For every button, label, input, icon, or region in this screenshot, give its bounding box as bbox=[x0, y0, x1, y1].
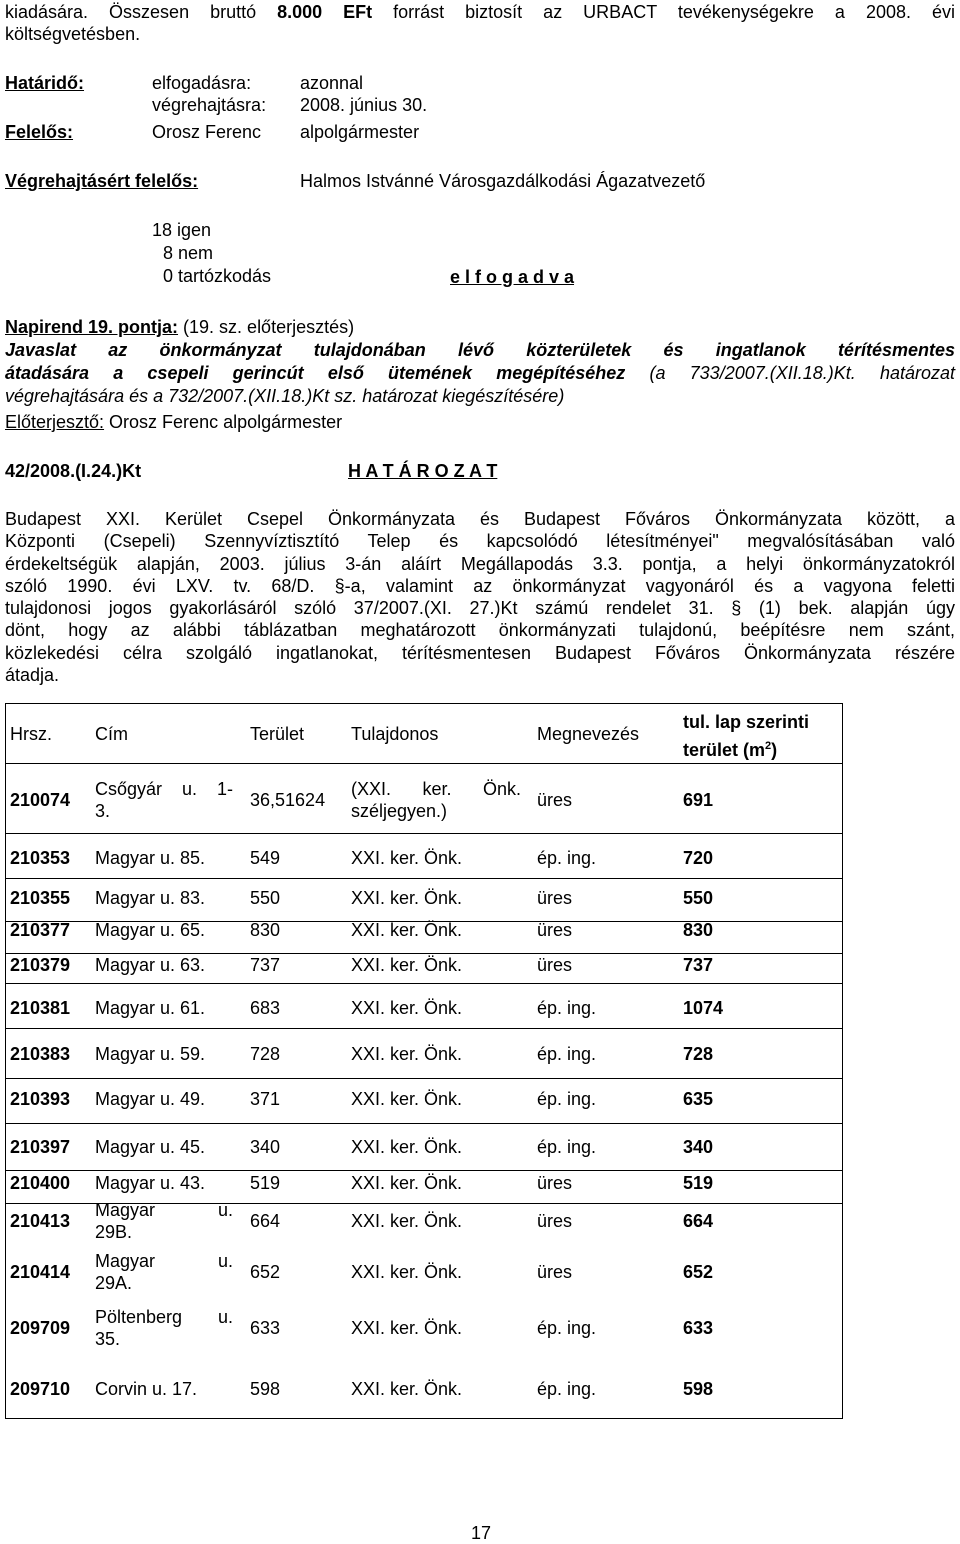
cell-tulajdonos: XXI. ker. Önk. bbox=[351, 1318, 463, 1338]
cell-megnevezes: ép. ing. bbox=[537, 1137, 597, 1157]
cell-megnevezes: ép. ing. bbox=[537, 1318, 597, 1338]
table-row bbox=[5, 1171, 843, 1195]
cell-hrsz: 210413 bbox=[10, 1211, 71, 1231]
property-table bbox=[5, 703, 843, 1419]
cell-cim: Magyar u. 43. bbox=[95, 1173, 206, 1193]
agenda-title-line-2 bbox=[5, 362, 955, 384]
intro-line-1 bbox=[5, 1, 955, 23]
cell-hrsz: 210355 bbox=[10, 888, 71, 908]
cell-terulet: 664 bbox=[250, 1211, 281, 1231]
table-rule bbox=[5, 833, 843, 834]
table-row bbox=[5, 1124, 843, 1170]
resolution-title: H A T Á R O Z A T bbox=[348, 461, 498, 481]
header-area-text: terület (m bbox=[683, 740, 766, 760]
agenda-title-line-2-bold: átadására a csepeli gerincút első ütemének megépítéséhez bbox=[5, 363, 626, 383]
cell-terulet: 519 bbox=[250, 1173, 281, 1193]
cell-megnevezes: üres bbox=[537, 1173, 573, 1193]
body-line-6: dönt, hogy az alábbi táblázatban meghatározott önkormányzati tulajdonú, beépítésre nem szánt, bbox=[5, 620, 955, 641]
executor-label: Végrehajtásért felelős: bbox=[5, 171, 199, 191]
header-tulajdonos: Tulajdonos bbox=[351, 724, 439, 744]
responsible-title: alpolgármester bbox=[300, 122, 420, 142]
table-row bbox=[5, 1248, 843, 1296]
cell-megnevezes: ép. ing. bbox=[537, 1379, 597, 1399]
agenda-title-line-2-ref: (a 733/2007.(XII.18.)Kt. határozat bbox=[625, 363, 955, 383]
cell-megnevezes: ép. ing. bbox=[537, 1089, 597, 1109]
intro-line-2: költségvetésben. bbox=[5, 24, 141, 44]
deadline-exec-label: végrehajtásra: bbox=[152, 95, 267, 115]
cell-cim bbox=[95, 1250, 233, 1294]
cell-terulet: 36,51624 bbox=[250, 790, 326, 810]
cell-cim: Magyar u. 85. bbox=[95, 848, 206, 868]
cell-tulajdonos: XXI. ker. Önk. bbox=[351, 1089, 463, 1109]
body-line-8: átadja. bbox=[5, 665, 60, 686]
cell-area: 720 bbox=[683, 848, 714, 868]
vote-no-text: 8 nem bbox=[163, 243, 214, 263]
cell-megnevezes: üres bbox=[537, 920, 573, 940]
cell-tulajdonos: XXI. ker. Önk. bbox=[351, 955, 463, 975]
cell-megnevezes: üres bbox=[537, 888, 573, 908]
header-area-line-1: tul. lap szerinti bbox=[683, 712, 810, 732]
cell-tulajdonos: XXI. ker. Önk. bbox=[351, 848, 463, 868]
cell-area: 633 bbox=[683, 1318, 714, 1338]
header-area-sup: 2 bbox=[765, 740, 772, 752]
cell-cim-line: Magyar u. bbox=[95, 1251, 233, 1271]
cell-hrsz: 210400 bbox=[10, 1173, 71, 1193]
body-line-2: Központi (Csepeli) Szennyvíztisztító Telep és kapcsolódó létesítményei" megvalósításában való bbox=[5, 531, 955, 552]
cell-cim: Corvin u. 17. bbox=[95, 1379, 198, 1399]
cell-tulajdonos: XXI. ker. Önk. bbox=[351, 888, 463, 908]
cell-hrsz: 210377 bbox=[10, 920, 71, 940]
vote-result: e l f o g a d v a bbox=[450, 267, 575, 287]
cell-area: 830 bbox=[683, 920, 714, 940]
intro-line-1-post: forrást biztosít az URBACT tevékenységekre a 2008. évi bbox=[372, 2, 955, 22]
cell-tulajdonos-line: széljegyen.) bbox=[351, 801, 448, 821]
table-row bbox=[5, 915, 843, 945]
cell-area: 340 bbox=[683, 1137, 714, 1157]
cell-megnevezes: ép. ing. bbox=[537, 1044, 597, 1064]
cell-cim-line: Csőgyár u. 1- bbox=[95, 779, 233, 799]
cell-area: 691 bbox=[683, 790, 714, 810]
cell-cim-line: 29B. bbox=[95, 1222, 133, 1242]
table-row bbox=[5, 1034, 843, 1074]
cell-area: 728 bbox=[683, 1044, 714, 1064]
cell-terulet: 371 bbox=[250, 1089, 281, 1109]
table-row bbox=[5, 766, 843, 833]
cell-hrsz: 209710 bbox=[10, 1379, 71, 1399]
cell-terulet: 683 bbox=[250, 998, 281, 1018]
deadline-label: Határidő: bbox=[5, 73, 85, 93]
cell-hrsz: 210383 bbox=[10, 1044, 71, 1064]
cell-tulajdonos bbox=[351, 778, 521, 822]
header-area-line-2 bbox=[683, 735, 777, 761]
table-row bbox=[5, 840, 843, 876]
header-megnevezes: Megnevezés bbox=[537, 724, 640, 744]
cell-area: 1074 bbox=[683, 998, 724, 1018]
cell-area: 652 bbox=[683, 1262, 714, 1282]
table-rule bbox=[5, 763, 843, 764]
header-area-close: ) bbox=[771, 740, 778, 760]
table-row bbox=[5, 1359, 843, 1419]
cell-area: 737 bbox=[683, 955, 714, 975]
cell-hrsz: 210353 bbox=[10, 848, 71, 868]
agenda-presenter-label: Előterjesztő: bbox=[5, 412, 105, 432]
body-line-1: Budapest XXI. Kerület Csepel Önkormányzata és Budapest Főváros Önkormányzata között, a bbox=[5, 509, 955, 529]
cell-megnevezes: üres bbox=[537, 1262, 573, 1282]
vote-no bbox=[163, 242, 213, 264]
header-cim: Cím bbox=[95, 724, 128, 744]
cell-tulajdonos: XXI. ker. Önk. bbox=[351, 1173, 463, 1193]
cell-cim bbox=[95, 1199, 233, 1243]
cell-tulajdonos: XXI. ker. Önk. bbox=[351, 1044, 463, 1064]
cell-hrsz: 210074 bbox=[10, 790, 71, 810]
table-rule bbox=[5, 878, 843, 879]
cell-hrsz: 210381 bbox=[10, 998, 71, 1018]
agenda-heading bbox=[5, 316, 354, 338]
cell-area: 598 bbox=[683, 1379, 714, 1399]
cell-tulajdonos: XXI. ker. Önk. bbox=[351, 920, 463, 940]
cell-terulet: 549 bbox=[250, 848, 281, 868]
cell-megnevezes: üres bbox=[537, 955, 573, 975]
table-header-row bbox=[5, 703, 843, 763]
agenda-label: Napirend 19. pontja: bbox=[5, 317, 179, 337]
agenda-presenter bbox=[5, 411, 342, 433]
deadline-accept-label: elfogadásra: bbox=[152, 73, 252, 93]
cell-hrsz: 210393 bbox=[10, 1089, 71, 1109]
resolution-number: 42/2008.(I.24.)Kt bbox=[5, 461, 142, 481]
body-line-3: érdekeltségük alapján, 2003. július 3-án aláírt Megállapodás 3.3. pontja, a helyi önkormányzatokról bbox=[5, 553, 955, 574]
agenda-note: (19. sz. előterjesztés) bbox=[178, 317, 355, 337]
cell-area: 664 bbox=[683, 1211, 714, 1231]
body-line-5: tulajdonosi jogos gyakorlásáról szóló 37/2007.(XI. 27.)Kt számú rendelet 31. § (1) bek. alapján úgy bbox=[5, 598, 955, 619]
cell-hrsz: 210414 bbox=[10, 1262, 71, 1282]
vote-yes bbox=[152, 219, 211, 241]
cell-terulet: 830 bbox=[250, 920, 281, 940]
table-row bbox=[5, 883, 843, 913]
cell-cim bbox=[95, 1306, 233, 1350]
cell-cim-line: Magyar u. bbox=[95, 1200, 233, 1220]
deadline-exec-value: 2008. június 30. bbox=[300, 95, 428, 115]
cell-terulet: 340 bbox=[250, 1137, 281, 1157]
header-hrsz: Hrsz. bbox=[10, 724, 52, 744]
responsible-name: Orosz Ferenc bbox=[152, 122, 262, 142]
table-row bbox=[5, 1195, 843, 1247]
table-row bbox=[5, 1298, 843, 1357]
cell-cim: Magyar u. 61. bbox=[95, 998, 206, 1018]
cell-tulajdonos: XXI. ker. Önk. bbox=[351, 1262, 463, 1282]
table-row bbox=[5, 985, 843, 1031]
cell-area: 550 bbox=[683, 888, 714, 908]
cell-tulajdonos: XXI. ker. Önk. bbox=[351, 998, 463, 1018]
agenda-title-line-1: Javaslat az önkormányzat tulajdonában lévő közterületek és ingatlanok térítésmentes bbox=[5, 340, 955, 360]
cell-megnevezes: ép. ing. bbox=[537, 998, 597, 1018]
cell-terulet: 633 bbox=[250, 1318, 281, 1338]
deadline-accept-value: azonnal bbox=[300, 73, 364, 93]
cell-terulet: 728 bbox=[250, 1044, 281, 1064]
cell-cim: Magyar u. 49. bbox=[95, 1089, 206, 1109]
cell-terulet: 652 bbox=[250, 1262, 281, 1282]
agenda-presenter-value: Orosz Ferenc alpolgármester bbox=[104, 412, 343, 432]
resolution-body bbox=[5, 508, 955, 686]
cell-cim-line: 3. bbox=[95, 801, 111, 821]
page-number: 17 bbox=[471, 1523, 492, 1543]
cell-terulet: 737 bbox=[250, 955, 281, 975]
cell-cim: Magyar u. 45. bbox=[95, 1137, 206, 1157]
cell-terulet: 598 bbox=[250, 1379, 281, 1399]
cell-cim-line: Pöltenberg u. bbox=[95, 1307, 233, 1327]
cell-hrsz: 210379 bbox=[10, 955, 71, 975]
cell-tulajdonos: XXI. ker. Önk. bbox=[351, 1211, 463, 1231]
vote-abstain-text: 0 tartózkodás bbox=[163, 266, 272, 286]
executor-value: Halmos Istvánné Városgazdálkodási Ágazatvezető bbox=[300, 171, 706, 191]
body-line-7: közlekedési célra szolgáló ingatlanokat, térítésmentesen Budapest Főváros Önkormányzata részére bbox=[5, 642, 955, 663]
cell-tulajdonos: XXI. ker. Önk. bbox=[351, 1379, 463, 1399]
vote-yes-text: 18 igen bbox=[152, 220, 212, 240]
cell-terulet: 550 bbox=[250, 888, 281, 908]
cell-tulajdonos: XXI. ker. Önk. bbox=[351, 1137, 463, 1157]
cell-cim-line: 35. bbox=[95, 1329, 121, 1349]
cell-cim-line: 29A. bbox=[95, 1273, 133, 1293]
body-line-4: szóló 1990. évi LXV. tv. 68/D. §-a, valamint az önkormányzat vagyonáról és a vagyona feletti bbox=[5, 575, 955, 596]
cell-megnevezes: üres bbox=[537, 790, 573, 810]
cell-cim: Magyar u. 65. bbox=[95, 920, 206, 940]
cell-area: 519 bbox=[683, 1173, 714, 1193]
cell-cim: Magyar u. 83. bbox=[95, 888, 206, 908]
table-row bbox=[5, 1077, 843, 1121]
cell-hrsz: 209709 bbox=[10, 1318, 71, 1338]
vote-abstain bbox=[163, 265, 271, 287]
table-row bbox=[5, 946, 843, 984]
cell-cim: Magyar u. 63. bbox=[95, 955, 206, 975]
header-terulet: Terület bbox=[250, 724, 305, 744]
cell-area: 635 bbox=[683, 1089, 714, 1109]
cell-tulajdonos-line: (XXI. ker. Önk. bbox=[351, 779, 521, 799]
cell-hrsz: 210397 bbox=[10, 1137, 71, 1157]
responsible-label: Felelős: bbox=[5, 122, 74, 142]
cell-cim bbox=[95, 778, 233, 822]
agenda-title-line-3: végrehajtására és a 732/2007.(XII.18.)Kt sz. határozat kiegészítésére) bbox=[5, 386, 565, 406]
cell-megnevezes: üres bbox=[537, 1211, 573, 1231]
cell-cim: Magyar u. 59. bbox=[95, 1044, 206, 1064]
cell-megnevezes: ép. ing. bbox=[537, 848, 597, 868]
intro-amount: 8.000 EFt bbox=[277, 2, 373, 22]
intro-line-1-pre: kiadására. Összesen bruttó bbox=[5, 2, 278, 22]
